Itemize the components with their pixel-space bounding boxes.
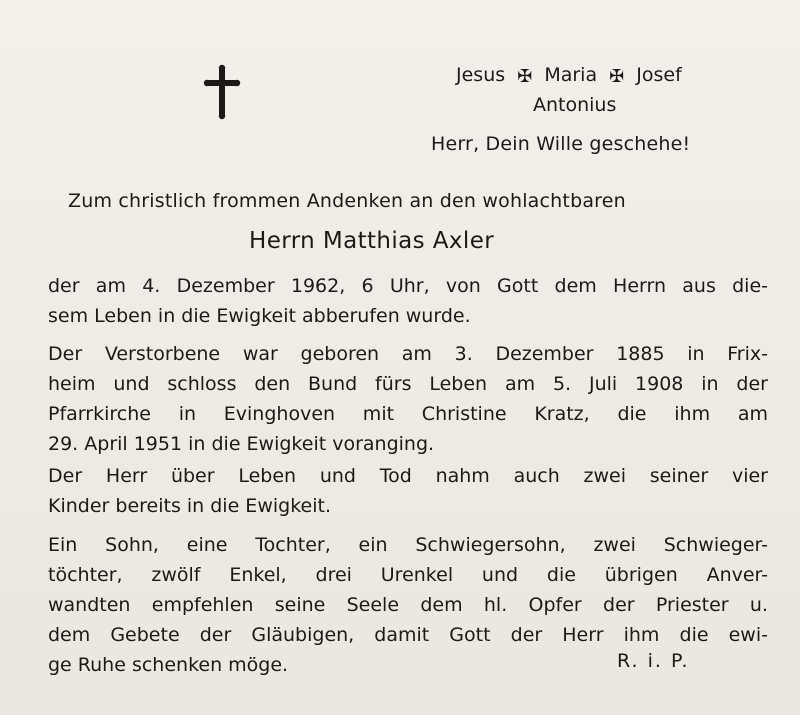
text-line: 29. April 1951 in die Ewigkeit voranging. bbox=[48, 433, 435, 455]
text-line: dem Gebete der Gläubigen, damit Gott der Herr ihm die ewi- bbox=[48, 624, 768, 646]
patron-saint: Antonius bbox=[533, 94, 617, 116]
text-line: Pfarrkirche in Evinghoven mit Christine Kratz, die ihm am bbox=[48, 403, 768, 425]
text-line: Kinder bereits in die Ewigkeit. bbox=[48, 495, 331, 517]
text-line: ge Ruhe schenken möge. bbox=[48, 654, 289, 676]
small-cross-icon: ✠ bbox=[517, 66, 533, 87]
text-line: sem Leben in die Ewigkeit abberufen wurde. bbox=[48, 305, 471, 327]
text-line: wandten empfehlen seine Seele dem hl. Opfer der Priester u. bbox=[48, 594, 768, 616]
intro-line: Zum christlich frommen Andenken an den wohlachtbaren bbox=[68, 190, 626, 212]
paragraph-children bbox=[48, 461, 768, 521]
text-line: heim und schloss den Bund fürs Leben am 5. Juli 1908 in der bbox=[48, 373, 768, 395]
closing-rip: R. i. P. bbox=[617, 650, 690, 672]
paragraph-death bbox=[48, 271, 768, 331]
text-line: Der Verstorbene war geboren am 3. Dezember 1885 in Frix- bbox=[48, 343, 768, 365]
paragraph-biography bbox=[48, 339, 768, 459]
name-josef: Josef bbox=[636, 64, 682, 86]
small-cross-icon: ✠ bbox=[609, 66, 625, 87]
deceased-name: Herrn Matthias Axler bbox=[249, 228, 495, 254]
motto: Herr, Dein Wille geschehe! bbox=[431, 133, 691, 155]
latin-cross-icon bbox=[203, 64, 241, 120]
name-maria: Maria bbox=[544, 64, 598, 86]
text-line: töchter, zwölf Enkel, drei Urenkel und die übrigen Anver- bbox=[48, 564, 768, 586]
text-line: Der Herr über Leben und Tod nahm auch zwei seiner vier bbox=[48, 465, 768, 487]
text-line: der am 4. Dezember 1962, 6 Uhr, von Gott dem Herrn aus die- bbox=[48, 275, 768, 297]
text-line: Ein Sohn, eine Tochter, ein Schwiegersohn, zwei Schwieger- bbox=[48, 534, 768, 556]
name-jesus: Jesus bbox=[456, 64, 506, 86]
holy-names bbox=[456, 64, 682, 86]
